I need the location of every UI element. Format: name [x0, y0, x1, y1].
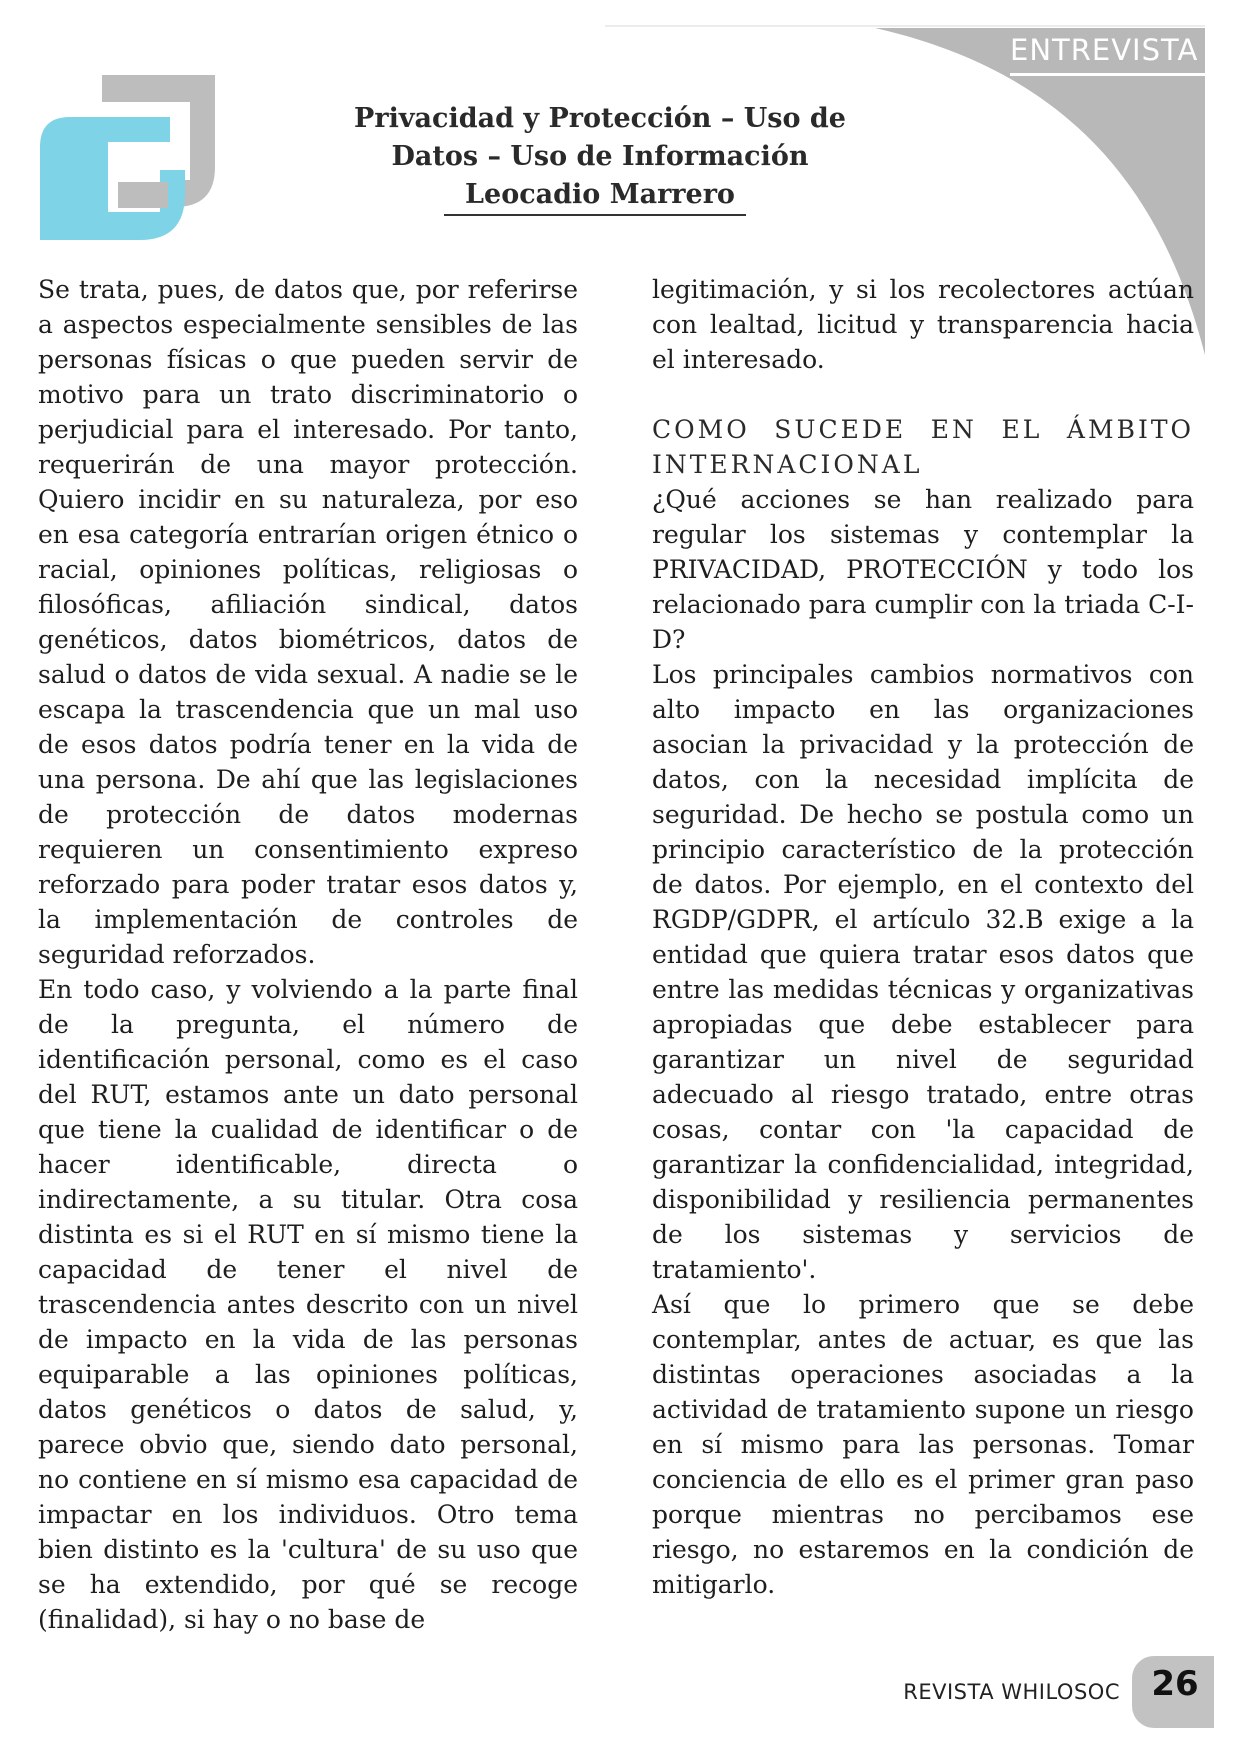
body-paragraph: legitimación, y si los recolectores actúan con lealtad, licitud y transparencia hacia el interesado. [652, 275, 1194, 374]
author-underline [444, 214, 746, 216]
section-label-underline [1010, 73, 1215, 76]
right-column [652, 272, 1194, 1602]
article-title: Privacidad y Protección – Uso de Datos – Uso de Información [354, 103, 846, 172]
article-author: Leocadio Marrero [465, 179, 735, 210]
section-subheading: COMO SUCEDE EN EL ÁMBITO INTERNACIONAL [652, 415, 1194, 479]
magazine-logo-icon [40, 72, 220, 247]
interview-question: ¿Qué acciones se han realizado para regular los sistemas y contemplar la PRIVACIDAD, PROTECCIÓN y todo los relacionado para cumplir con la triada C-I-D? [652, 485, 1194, 654]
body-paragraph: Se trata, pues, de datos que, por referirse a aspectos especialmente sensibles de las personas físicas o que pueden servir de motivo para un trato discriminatorio o perjudicial para el interesado. Por tanto, requerirán de una mayor protección. Quiero incidir en su naturaleza, por eso en esa categoría entrarían origen étnico o racial, opiniones políticas, religiosas o filosóficas, afiliación sindical, datos genéticos, datos biométricos, datos de salud o datos de vida sexual. A nadie se le escapa la trascendencia que un mal uso de esos datos podría tener en la vida de una persona. De ahí que las legislaciones de protección de datos modernas requieren un consentimiento expreso reforzado para poder tratar esos datos y, la implementación de controles de seguridad reforzados. [38, 275, 578, 969]
body-paragraph: Los principales cambios normativos con alto impacto en las organizaciones asocian la privacidad y la protección de datos, con la necesidad implícita de seguridad. De hecho se postula como un principio característico de la protección de datos. Por ejemplo, en el contexto del RGDP/GDPR, el artículo 32.B exige a la entidad que quiera tratar esos datos que entre las medidas técnicas y organizativas apropiadas que debe establecer para garantizar un nivel de seguridad adecuado al riesgo tratado, entre otras cosas, contar con 'la capacidad de garantizar la confidencialidad, integridad, disponibilidad y resiliencia permanentes de los sistemas y servicios de tratamiento'. [652, 660, 1194, 1284]
magazine-name: REVISTA WHILOSOC [903, 1680, 1120, 1704]
body-paragraph: Así que lo primero que se debe contemplar, antes de actuar, es que las distintas operaciones asociadas a la actividad de tratamiento supone un riesgo en sí mismo para las personas. Tomar conciencia de ello es el primer gran paso porque mientras no percibamos ese riesgo, no estaremos en la condición de mitigarlo. [652, 1290, 1194, 1599]
section-label: ENTREVISTA [1010, 33, 1199, 67]
left-column [38, 272, 578, 1637]
page-number: 26 [1151, 1664, 1199, 1704]
body-paragraph: En todo caso, y volviendo a la parte final de la pregunta, el número de identificación personal, como es el caso del RUT, estamos ante un dato personal que tiene la cualidad de identificar o de hacer identificable, directa o indirectamente, a su titular. Otra cosa distinta es si el RUT en sí mismo tiene la capacidad de tener el nivel de trascendencia antes descrito con un nivel de impacto en la vida de las personas equiparable a las opiniones políticas, datos genéticos o datos de salud, y, parece obvio que, siendo dato personal, no contiene en sí mismo esa capacidad de impactar en los individuos. Otro tema bien distinto es la 'cultura' de su uso que se ha extendido, por qué se recoge (finalidad), si hay o no base de [38, 975, 578, 1634]
